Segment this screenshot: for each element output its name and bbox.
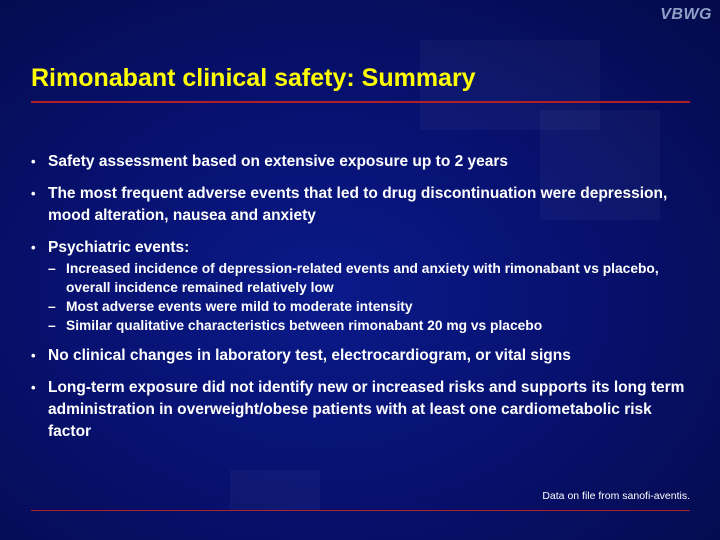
sub-bullet-item (48, 259, 696, 297)
sub-bullet-list (48, 259, 696, 335)
sub-bullet-item (48, 316, 696, 335)
bullet-icon: • (31, 380, 36, 395)
bullet-text: Psychiatric events: (48, 239, 190, 256)
bullet-text: No clinical changes in laboratory test, electrocardiogram, or vital signs (48, 347, 571, 364)
bullet-text: Long-term exposure did not identify new or increased risks and supports its long term administration in overweight/obese patients with at least one cardiometabolic risk factor (48, 379, 685, 440)
bullet-icon: • (31, 240, 36, 255)
sub-bullet-text: Similar qualitative characteristics between rimonabant 20 mg vs placebo (66, 318, 543, 333)
bullet-item (31, 377, 696, 443)
dash-icon: – (48, 318, 56, 333)
dash-icon: – (48, 299, 56, 314)
background-tile (230, 470, 320, 510)
sub-bullet-text: Increased incidence of depression-related events and anxiety with rimonabant vs placebo, overall incidence remained relatively low (66, 261, 659, 295)
title-divider (31, 101, 690, 103)
bullet-text: The most frequent adverse events that led to drug discontinuation were depression, mood alteration, nausea and anxiety (48, 185, 668, 224)
dash-icon: – (48, 261, 56, 276)
slide-title: Rimonabant clinical safety: Summary (31, 64, 476, 92)
bullet-item (31, 151, 696, 173)
bullet-icon: • (31, 154, 36, 169)
footer-divider (31, 510, 690, 511)
sub-bullet-text: Most adverse events were mild to moderate intensity (66, 299, 413, 314)
bullet-icon: • (31, 186, 36, 201)
bullet-item (31, 183, 696, 227)
vbwg-logo: VBWG (660, 6, 712, 23)
bullet-text: Safety assessment based on extensive exposure up to 2 years (48, 153, 509, 170)
sub-bullet-item (48, 297, 696, 316)
bullet-list (31, 151, 696, 453)
bullet-item (31, 345, 696, 367)
bullet-item (31, 237, 696, 335)
source-footnote: Data on file from sanofi-aventis. (542, 490, 690, 502)
bullet-icon: • (31, 348, 36, 363)
